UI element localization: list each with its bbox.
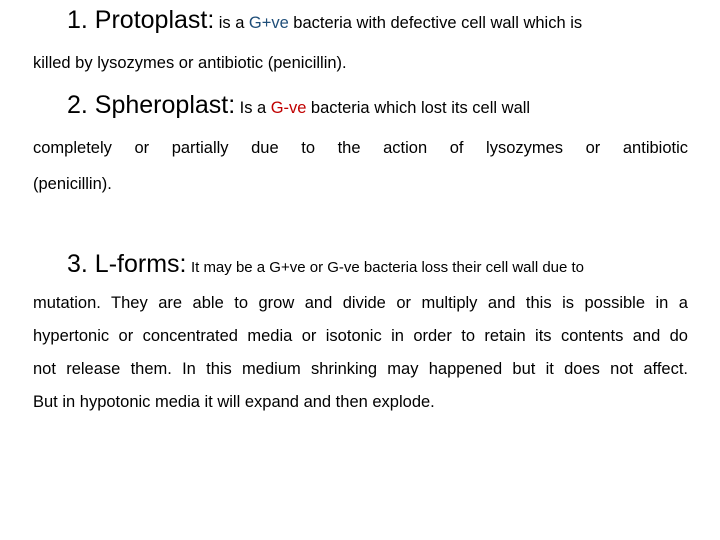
protoplast-term: 1. Protoplast: bbox=[67, 6, 215, 34]
spheroplast-heading bbox=[67, 91, 530, 120]
l-forms-line-3: not release them. In this medium shrinking may happened but it does not affect. bbox=[33, 360, 688, 378]
protoplast-heading bbox=[67, 6, 582, 35]
spheroplast-term: 2. Spheroplast: bbox=[67, 91, 236, 119]
l-forms-line-1: mutation. They are able to grow and divide or multiply and this is possible in a bbox=[33, 294, 688, 312]
protoplast-gram-label: G+ve bbox=[248, 14, 289, 32]
l-forms-term: 3. L-forms: bbox=[67, 250, 187, 278]
spheroplast-def-prefix: Is a bbox=[239, 99, 267, 117]
spheroplast-line-2: (penicillin). bbox=[33, 175, 112, 193]
l-forms-line-4: But in hypotonic media it will expand and then explode. bbox=[33, 393, 435, 411]
l-forms-heading bbox=[67, 250, 584, 279]
spheroplast-gram-label: G-ve bbox=[270, 99, 307, 117]
spheroplast-def-suffix: bacteria which lost its cell wall bbox=[310, 99, 531, 117]
spheroplast-line-1: completely or partially due to the action of lysozymes or antibiotic bbox=[33, 139, 688, 157]
protoplast-line-1: killed by lysozymes or antibiotic (penicillin). bbox=[33, 54, 347, 72]
l-forms-line-2: hypertonic or concentrated media or isotonic in order to retain its contents and do bbox=[33, 327, 688, 345]
protoplast-def-suffix: bacteria with defective cell wall which is bbox=[293, 14, 583, 32]
protoplast-def-prefix: is a bbox=[218, 14, 245, 32]
l-forms-def: It may be a G+ve or G-ve bacteria loss their cell wall due to bbox=[190, 259, 585, 276]
